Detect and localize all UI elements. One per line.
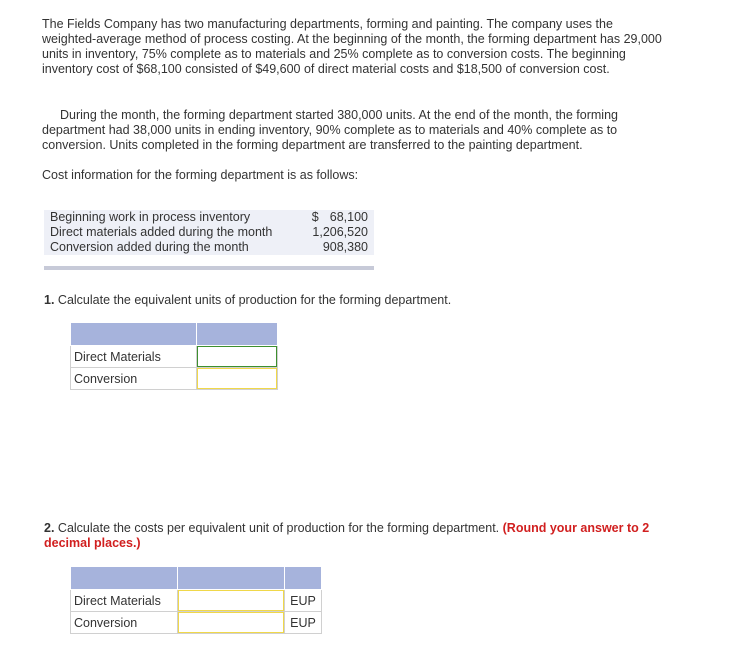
- answer-cell: [178, 612, 285, 634]
- rounding-instruction: (Round your answer to 2 decimal places.): [44, 521, 650, 550]
- table-row: [71, 346, 278, 368]
- intro-paragraph-3: Cost information for the forming department is as follows:: [42, 168, 359, 182]
- header-cell: [285, 567, 322, 590]
- header-cell: [178, 567, 285, 590]
- cost-amount: 1,206,520: [286, 225, 374, 240]
- header-cell: [71, 323, 197, 346]
- table-row: [44, 225, 374, 240]
- unit-label: EUP: [285, 612, 322, 634]
- cost-information-table: [44, 210, 374, 255]
- cost-amount: $ 68,100: [286, 210, 374, 225]
- header-cell: [71, 567, 178, 590]
- question-1: [44, 293, 684, 308]
- header-cell: [197, 323, 278, 346]
- table-row: [71, 368, 278, 390]
- conversion-eu-input[interactable]: [197, 368, 277, 389]
- cost-label: Direct materials added during the month: [44, 225, 286, 240]
- question-number: 1.: [44, 293, 55, 307]
- cost-per-eu-table: [70, 566, 322, 634]
- unit-label: EUP: [285, 590, 322, 612]
- equivalent-units-table: [70, 322, 278, 390]
- table-header-row: [71, 323, 278, 346]
- cost-amount: 908,380: [286, 240, 374, 255]
- question-text: Calculate the equivalent units of production for the forming department.: [57, 293, 452, 307]
- question-number: 2.: [44, 521, 55, 535]
- cost-label: Beginning work in process inventory: [44, 210, 286, 225]
- conversion-cost-input[interactable]: [178, 612, 284, 633]
- row-label-direct-materials: Direct Materials: [71, 590, 178, 612]
- table-row: [71, 612, 322, 634]
- intro-paragraph-1: The Fields Company has two manufacturing departments, forming and painting. The company uses the weighted-average method of process costing. At the beginning of the month, the forming department has 29,000 units in inventory, 75% complete as to materials and 25% complete as to conversion costs. The beginning inventory cost of $68,100 consisted of $49,600 of direct material costs and $18,500 of conversion cost.: [42, 17, 662, 76]
- answer-cell: [197, 368, 278, 390]
- question-2: [44, 521, 684, 551]
- direct-materials-eu-input[interactable]: [197, 346, 277, 367]
- table-row: [44, 210, 374, 225]
- direct-materials-cost-input[interactable]: [178, 590, 284, 611]
- row-label-conversion: Conversion: [71, 368, 197, 390]
- row-label-direct-materials: Direct Materials: [71, 346, 197, 368]
- cost-label: Conversion added during the month: [44, 240, 286, 255]
- intro-paragraph-2: During the month, the forming department started 380,000 units. At the end of the month, the forming department had 38,000 units in ending inventory, 90% complete as to materials and 40% complete as to conversion. Units completed in the forming department are transferred to the painting department.: [42, 108, 618, 152]
- table-bottom-border: [44, 266, 374, 270]
- table-row: [71, 590, 322, 612]
- answer-cell: [197, 346, 278, 368]
- question-text: Calculate the costs per equivalent unit of production for the forming department.: [57, 521, 500, 535]
- table-header-row: [71, 567, 322, 590]
- table-row: [44, 240, 374, 255]
- row-label-conversion: Conversion: [71, 612, 178, 634]
- answer-cell: [178, 590, 285, 612]
